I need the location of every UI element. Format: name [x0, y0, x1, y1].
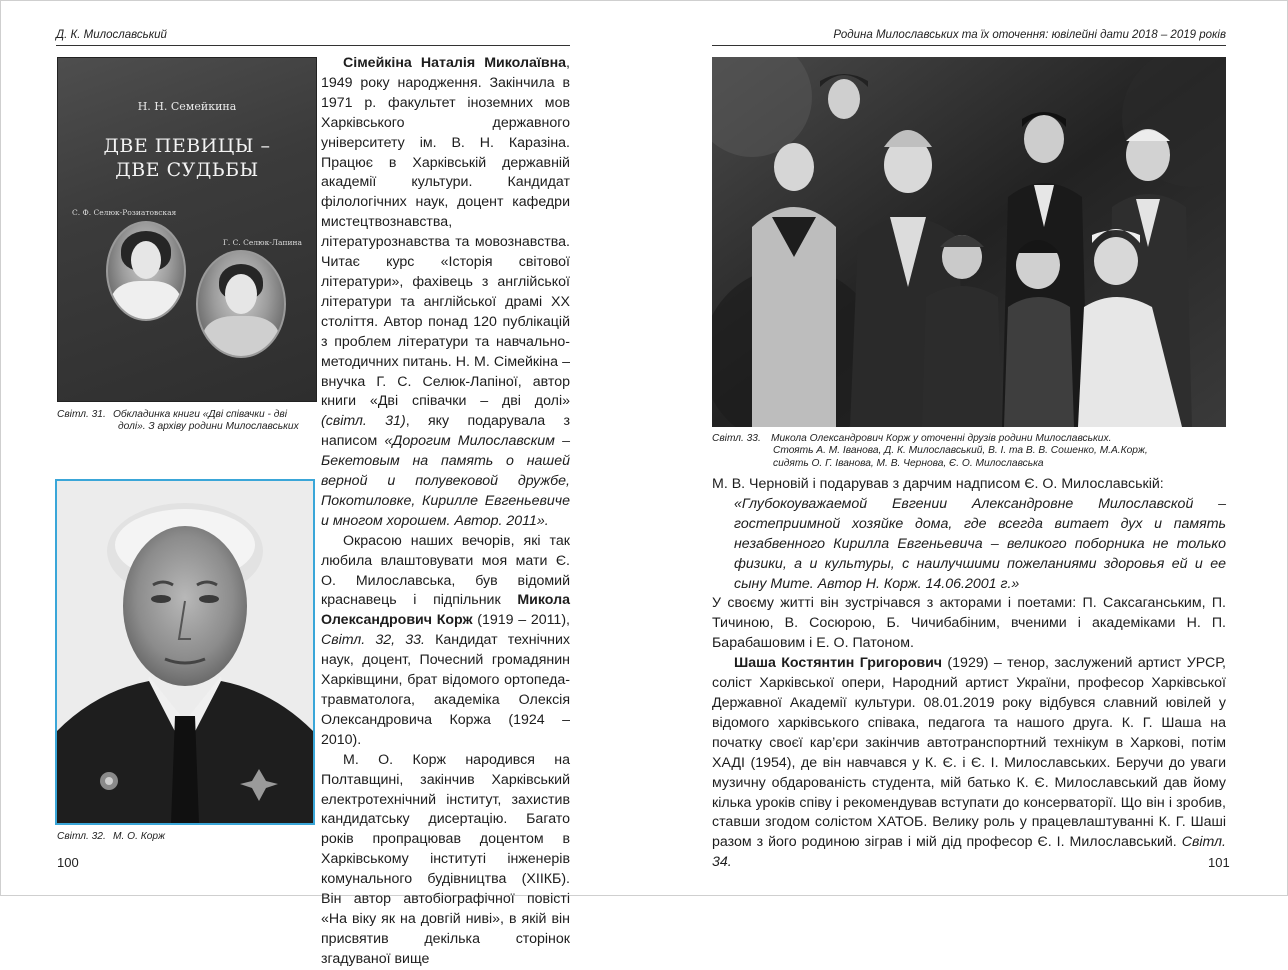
paragraph-shasha: [712, 654, 1226, 873]
right-running-head: Родина Милославських та їх оточення: ювілейні дати 2018 – 2019 років: [833, 29, 1226, 41]
caption-32-label: Світл. 32.: [57, 831, 106, 842]
name-simeikina: Сімейкіна Наталія Миколаївна: [343, 55, 567, 71]
book-cover-title-line1: ДВЕ ПЕВИЦЫ –: [103, 135, 271, 157]
left-body-text: [321, 54, 570, 970]
caption-33: [712, 433, 1226, 470]
paragraph-simeikina: [321, 54, 570, 532]
dedication-quote-simeikina: «Дорогим Милославским – Бекетовым на память о нашей верной и полувековой дружбе, Покотиловке, Кирилле Евгеньевиче и многом хорошем. Автор. 2011».: [321, 433, 570, 529]
right-header-rule: [712, 45, 1226, 46]
caption-31-label: Світл. 31.: [57, 409, 106, 420]
korzh-intro-text-2: Кандидат технічних наук, доцент, Почесний громадянин Харківщини, брат відомого ортопеда-травматолога, академіка Олексія Олександровича Коржа (1924 – 2010).: [321, 632, 570, 748]
right-body-text: [712, 475, 1226, 873]
book-cover-oval-portrait-2: [196, 250, 286, 358]
caption-33-line1: Микола Олександрович Корж у оточенні друзів родини Милославських.: [771, 433, 1112, 444]
ref-svitl-34: Світл. 34.: [712, 834, 1226, 871]
paragraph-korzh-intro: [321, 532, 570, 751]
left-running-head: Д. К. Милославський: [56, 29, 167, 41]
paragraph-korzh-bio: М. О. Корж народився на Полтавщині, закінчив Харківський електротехнічний інститут, захистив кандидатську дисертацію. Багато років пропрацював доцентом в Харківському інституті інженерів комунального будівництва (ХІІКБ). Він автор автобіографічної повісті «На віку як на довгій ниві», в якій він присвятив декілька сторінок згадуваної вище: [321, 751, 570, 967]
paragraph-korzh-dedication: М. В. Черновій і подарував з дарчим надписом Є. О. Милославській:: [712, 476, 1164, 492]
korzh-dates: (1919 – 2011),: [472, 612, 570, 629]
shasha-bio-text: (1929) – тенор, заслужений артист УРСР, соліст Харківської опери, Народний артист України, професор Харківської Державної Академії культури. 08.01.2019 року відбувся славний ювілей у відомого харківського співака, педагога та нашого друга. К. Г. Шаша на початку своєї кар’єри закінчив автотранспортний технікум в Харкові, потім ХАДІ (1954), де він навчався у К. Є. і Є. І. Милославських. Беручи до уваги музичну обдарованість студента, мій батько К. Є. Милославський дав йому кілька уроків співу і рекомендував вступати до консерваторії. Що він і зробив, ставши згодом солістом ХАТОБ. Велику роль у працевлаштуванні К. Г. Шаші разом з його родиною зіграв і мій дід професор Є. І. Милославський.: [712, 655, 1226, 851]
name-shasha: Шаша Костянтин Григорович: [734, 655, 943, 672]
caption-33-label: Світл. 33.: [712, 433, 761, 444]
book-cover-author: Н. Н. Семейкина: [137, 100, 237, 113]
group-photo-korzh-friends: [712, 57, 1226, 427]
portrait-photo-korzh: [55, 479, 315, 825]
caption-31: [57, 409, 319, 434]
caption-33-line2: Стоять А. М. Іванова, Д. К. Милославський, В. І. та В. В. Сошенко, М.А.Корж,: [773, 445, 1148, 457]
book-cover-title: [58, 134, 316, 182]
left-page-number: 100: [57, 855, 79, 870]
left-header-rule: [56, 45, 570, 46]
book-cover-oval-portrait-1: [106, 221, 186, 321]
korzh-intro-text: Окрасою наших вечорів, які так любила влаштовувати моя мати Є. О. Милославська, був відомий краснавець і підпільник: [321, 532, 570, 609]
name-korzh: Микола Олександрович Корж: [321, 592, 570, 629]
book-cover-name1: С. Ф. Селюк-Розиатовская: [72, 208, 177, 217]
caption-32: [57, 831, 319, 843]
simeikina-bio-text: , 1949 року народження. Закінчила в 1971 р. факультет іноземних мов Харківського державного університету ім. В. Н. Каразіна. Працює в Харківській державній академії культури. Кандидат філологічних наук, доцент кафедри мистецтвознавства, літературознавства та мовознавства. Читає курс «Історія світової літератури», фахівець з англійської літератури та англійської драмі ХХ століття. Автор понад 120 публікацій з проблем літератури та навчально-методичних питань. Н. М. Сімейкіна – внучка Г. С. Селюк-Лапіної, автор книги «Дві співачки – дві долі»: [321, 55, 570, 410]
caption-32-text: М. О. Корж: [113, 831, 165, 842]
caption-31-line1: Обкладинка книги «Дві співачки - дві: [113, 409, 287, 420]
caption-33-line3: сидять О. Г. Іванова, М. В. Чернова, Є. О. Милославська: [773, 457, 1044, 469]
book-cover-photo: [57, 57, 317, 402]
simeikina-bio-text-2: , яку подарувала з написом: [321, 413, 571, 450]
dedication-quote-korzh: «Глубокоуважаемой Евгении Александровне Милославской – гостеприимной хозяйке дома, где всегда витает дух и память незабвенного Кирилла Евгеньевича – великого поборника не только физики, а и культуры, с наилучшими пожеланиями здоровья ей и ее сыну Мите. Автор Н. Корж. 14.06.2001 г.»: [734, 495, 1226, 592]
ref-svitl-32-33: Світл. 32, 33.: [321, 632, 425, 649]
paragraph-korzh-meetings: У своєму житті він зустрічався з акторами і поетами: П. Саксаганським, П. Тичиною, В. Сосюрою, Б. Чичибабіним, вченими і академіками Н. П. Барабашовим і Е. О. Патоном.: [712, 595, 1226, 652]
left-page: [0, 0, 644, 967]
book-cover-name2: Г. С. Селюк-Лапина: [222, 238, 302, 247]
ref-svitl-31: (світл. 31): [321, 413, 406, 430]
right-page-number: 101: [1208, 855, 1230, 870]
caption-31-line2: долі». З архіву родини Милославських: [118, 421, 299, 433]
book-cover-title-line2: ДВЕ СУДЬБЫ: [115, 159, 259, 181]
